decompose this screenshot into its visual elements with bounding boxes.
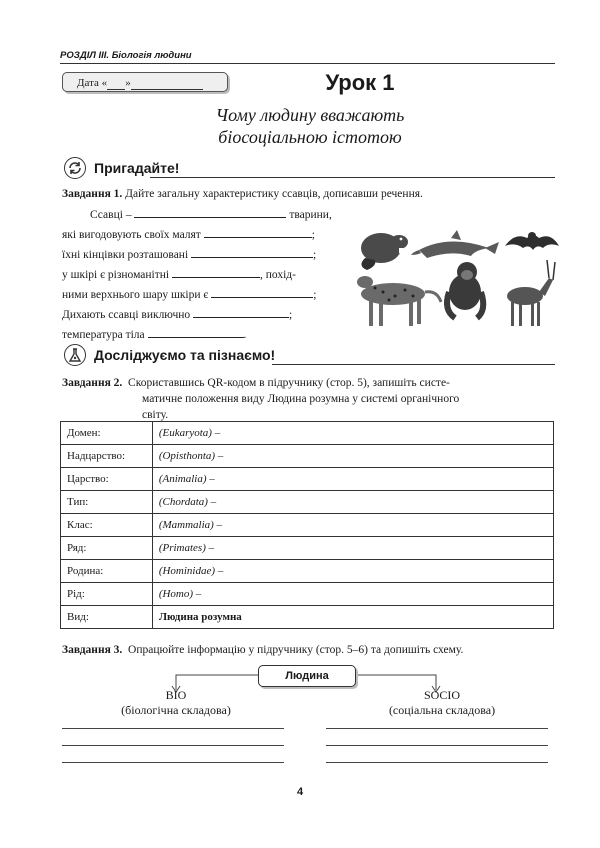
fill-line-6: Дихають ссавці виключно ;: [62, 305, 362, 325]
fill-line-4: у шкірі є різноманітні , похід-: [62, 265, 362, 285]
task-3-text: Опрацюйте інформацію у підручнику (стор. 5–6) та допишіть схему.: [128, 644, 464, 656]
date-field: [62, 72, 228, 92]
table-row: [61, 560, 554, 583]
lab-flask-icon: [64, 344, 86, 366]
table-row: [61, 468, 554, 491]
rank-cell: Тип:: [61, 491, 153, 514]
value-cell[interactable]: (Homo) –: [152, 583, 553, 606]
orangutan-image: [447, 262, 483, 318]
bat-image: [505, 232, 559, 250]
lesson-subtitle-line-2: біосоціальною істотою: [218, 127, 402, 147]
value-cell[interactable]: (Primates) –: [152, 537, 553, 560]
fill-line-1: Ссавці – тварини,: [62, 205, 362, 225]
fill-blank-3[interactable]: [191, 245, 313, 258]
explore-heading: Досліджуємо та пізнаємо!: [94, 347, 276, 363]
task-2-text-1: Скориставшись QR-кодом в підручнику (стор. 5), запишіть систе-: [128, 377, 450, 389]
task-2-label: Завдання 2.: [62, 377, 123, 389]
task-2-text-3: світу.: [142, 409, 169, 421]
date-middle: »: [125, 77, 131, 89]
fill-line-3: їхні кінцівки розташовані ;: [62, 245, 362, 265]
mammals-illustration: [355, 222, 560, 332]
bio-subtitle: (біологічна складова): [121, 703, 231, 717]
value-cell: Людина розумна: [152, 606, 553, 629]
rank-cell: Ряд:: [61, 537, 153, 560]
antelope-image: [507, 260, 555, 326]
fill-blank-6[interactable]: [193, 305, 289, 318]
task-3-prompt: [62, 642, 557, 658]
fill-blank-7[interactable]: [148, 325, 244, 338]
table-row: [61, 606, 554, 629]
scheme-center-human: Людина: [258, 665, 356, 687]
lesson-subtitle-line-1: Чому людину вважають: [215, 105, 405, 125]
fill-blank-5[interactable]: [211, 285, 313, 298]
table-row: [61, 514, 554, 537]
page-number: 4: [296, 786, 304, 798]
date-prefix: Дата «: [77, 77, 108, 89]
fill-line-7: температура тіла .: [62, 325, 362, 345]
beaver-image: [361, 233, 408, 270]
dolphin-image: [411, 230, 499, 258]
fill-line-5: ними верхнього шару шкіри є ;: [62, 285, 362, 305]
task-2-prompt: [62, 375, 557, 423]
task-2-text-2: матичне положення виду Людина розумна у системі органічного: [142, 393, 460, 405]
socio-answer-line-1[interactable]: [326, 728, 548, 729]
value-cell[interactable]: (Animalia) –: [152, 468, 553, 491]
mammal-fill-in: [62, 205, 362, 345]
date-month-blank[interactable]: [131, 77, 203, 90]
bio-answer-line-1[interactable]: [62, 728, 284, 729]
taxonomy-table: [60, 421, 554, 629]
value-cell[interactable]: (Opisthonta) –: [152, 445, 553, 468]
value-cell[interactable]: (Chordata) –: [152, 491, 553, 514]
socio-title: SOCIO: [423, 688, 460, 702]
task-1-prompt: [62, 186, 557, 202]
rank-cell: Родина:: [61, 560, 153, 583]
recall-heading: Пригадайте!: [94, 160, 180, 176]
value-cell[interactable]: (Hominidae) –: [152, 560, 553, 583]
table-row: [61, 422, 554, 445]
date-day-blank[interactable]: [107, 77, 125, 90]
value-cell[interactable]: (Eukaryota) –: [152, 422, 553, 445]
bio-component: [96, 688, 256, 718]
rank-cell: Рід:: [61, 583, 153, 606]
value-cell[interactable]: (Mammalia) –: [152, 514, 553, 537]
rank-cell: Клас:: [61, 514, 153, 537]
explore-divider: [272, 364, 555, 365]
fill-blank-4[interactable]: [172, 265, 260, 278]
task-1-text: Дайте загальну характеристику ссавців, дописавши речення.: [125, 188, 423, 200]
bio-answer-line-2[interactable]: [62, 745, 284, 746]
table-row: [61, 537, 554, 560]
fill-line-2: які вигодовують своїх малят ;: [62, 225, 362, 245]
bio-answer-line-3[interactable]: [62, 762, 284, 763]
task-3-label: Завдання 3.: [62, 644, 123, 656]
fill-blank-1[interactable]: [134, 205, 286, 218]
bio-title: BIO: [165, 688, 187, 702]
rank-cell: Царство:: [61, 468, 153, 491]
lesson-subtitle: [160, 104, 460, 148]
task-1-label: Завдання 1.: [62, 188, 123, 200]
section-header: РОЗДІЛ ІІІ. Біологія людини: [60, 50, 192, 61]
table-row: [61, 491, 554, 514]
socio-answer-line-2[interactable]: [326, 745, 548, 746]
table-row: [61, 445, 554, 468]
lesson-title: Урок 1: [325, 70, 395, 95]
recall-divider: [150, 177, 555, 178]
rank-cell: Вид:: [61, 606, 153, 629]
socio-answer-line-3[interactable]: [326, 762, 548, 763]
fill-blank-2[interactable]: [204, 225, 312, 238]
cheetah-image: [357, 276, 441, 326]
socio-component: [362, 688, 522, 718]
socio-subtitle: (соціальна складова): [388, 703, 496, 717]
rank-cell: Домен:: [61, 422, 153, 445]
header-divider: [60, 63, 555, 64]
table-row: [61, 583, 554, 606]
rank-cell: Надцарство:: [61, 445, 153, 468]
refresh-arrows-icon: [64, 157, 86, 179]
